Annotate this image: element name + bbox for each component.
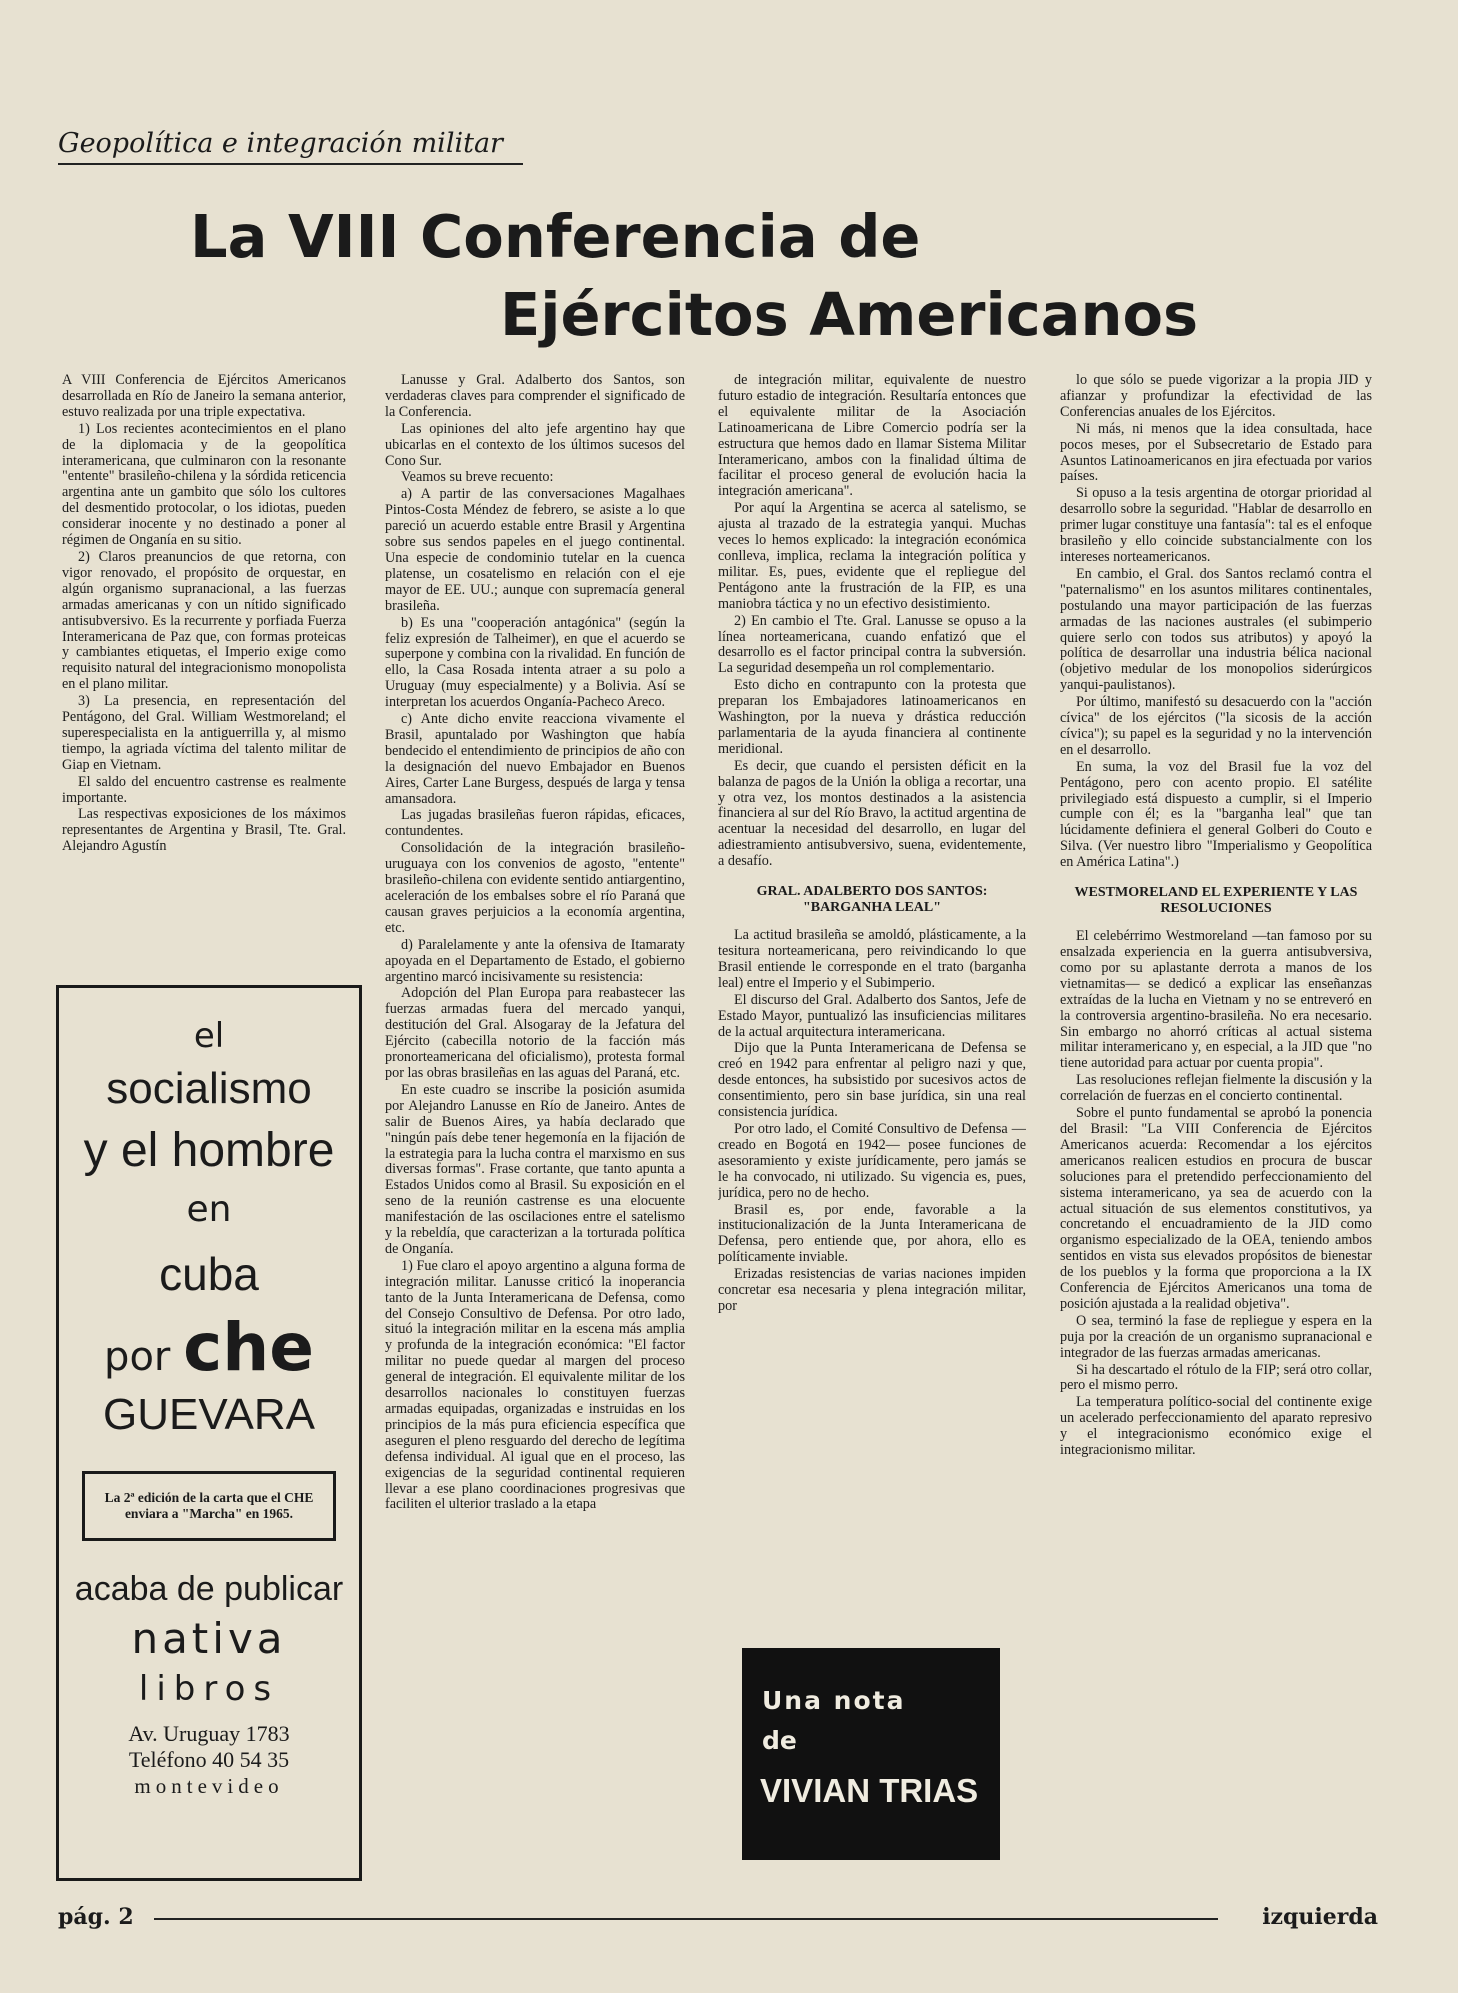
section-subheading: GRAL. ADALBERTO DOS SANTOS: "BARGANHA LEAL" xyxy=(756,884,988,916)
ad-word-por: por xyxy=(104,1334,171,1380)
article-paragraph: La temperatura político-social del continente exige un acelerado perfeccionamiento del aparato represivo y el integracionismo económico exige el integracionismo militar. xyxy=(1060,1394,1372,1459)
article-paragraph: A VIII Conferencia de Ejércitos Americanos desarrollada en Río de Janeiro la semana anterior, estuvo realizada por una triple expectativa. xyxy=(62,373,346,420)
ad-word-che: che xyxy=(183,1309,314,1386)
publisher-address: Av. Uruguay 1783 xyxy=(128,1721,290,1746)
article-paragraph: El saldo del encuentro castrense es realmente importante. xyxy=(62,773,346,806)
article-paragraph: O sea, terminó la fase de repliegue y espera en la puja por la creación de un organismo supranacional e integrador de las fuerzas armadas americanas. xyxy=(1060,1312,1372,1361)
article-paragraph: 2) En cambio el Tte. Gral. Lanusse se opuso a la línea norteamericana, cuando enfatizó que el desarrollo es el factor principal contra la subversión. La seguridad desempeña un rol complementario. xyxy=(718,612,1026,677)
article-paragraph: d) Paralelamente y ante la ofensiva de Itamaraty apoyada en el Departamento de Estado, el gobierno argentino marcó incisivamente su resistencia: xyxy=(385,936,685,985)
article-paragraph: En cambio, el Gral. dos Santos reclamó contra el "paternalismo" en los asuntos militares continentales, postulando una mayor participación de las fuerzas armadas de las naciones australes (el subimperio quiere serlo con todos sus atributos) y apoyó la política de desarrollar una industria bélica nacional (objetivo medular de los monopolios siderúrgicos yanqui-paulistanos). xyxy=(1060,565,1372,694)
article-paragraph: lo que sólo se puede vigorizar a la propia JID y afianzar y profundizar la efectividad de las Conferencias anuales de los Ejércitos. xyxy=(1060,373,1372,420)
ad-line-por-che xyxy=(59,1309,359,1387)
article-paragraph: Las jugadas brasileñas fueron rápidas, eficaces, contundentes. xyxy=(385,807,685,840)
article-paragraph: Las opiniones del alto jefe argentino hay que ubicarlas en el contexto de los últimos sucesos del Cono Sur. xyxy=(385,420,685,469)
page-number: pág. 2 xyxy=(58,1904,134,1930)
article-paragraph: Por último, manifestó su desacuerdo con la "acción cívica" de los ejércitos ("la sicosis de la acción cívica"); su papel es la seguridad y no la intervención en el desarrollo. xyxy=(1060,694,1372,758)
article-column-1 xyxy=(62,373,346,963)
article-paragraph: c) Ante dicho envite reacciona vivamente el Brasil, apuntalado por Washington que había bendecido el entendimiento de principios de año con la designación del nuevo Embajador en Buenos Aires, Carter Lane Burgess, después de larga y tensa amansadora. xyxy=(385,711,685,807)
article-column-3 xyxy=(718,373,1026,1643)
publisher-city: montevideo xyxy=(134,1774,284,1798)
article-headline xyxy=(130,198,1280,354)
ad-line-acaba: acaba de publicar xyxy=(74,1570,344,1608)
publisher-logo-nativa: nativa xyxy=(131,1614,287,1663)
footer-rule xyxy=(154,1918,1218,1920)
ad-line-en: en xyxy=(186,1189,232,1230)
article-paragraph: Consolidación de la integración brasileño-uruguaya con los convenios de agosto, "entente" brasileño-chilena con evidente sentido antiargentino, aceleración de los embalses sobre el río Paraná que causan graves perjuicios a la economía argentina, etc. xyxy=(385,840,685,936)
article-paragraph: Esto dicho en contrapunto con la protesta que preparan los Embajadores latinoamericanos en Washington, por la nueva y drástica reducción parlamentaria de la ayuda financiera al continente meridional. xyxy=(718,677,1026,757)
article-paragraph: 3) La presencia, en representación del Pentágono, del Gral. William Westmoreland; el superespecialista en la antiguerrilla y, al mismo tiempo, la agriada víctima del talento militar de Giap en Vietnam. xyxy=(62,693,346,773)
article-paragraph: Adopción del Plan Europa para reabastecer las fuerzas armadas fuera del mercado yanqui, destitución del Gral. Alsogaray de la Jefatura del Ejército (cabecilla notorio de la facción más pronorteamericana del oficialismo), protesta formal por las obras brasileñas en las aguas del Paraná, etc. xyxy=(385,985,685,1081)
article-paragraph: La actitud brasileña se amoldó, plásticamente, a la tesitura norteamericana, pero reivindicando lo que Brasil entiende le corresponde en el trato (barganha leal) entre el Imperio y el Subimperio. xyxy=(718,927,1026,991)
page-footer xyxy=(58,1904,1378,1934)
article-paragraph: b) Es una "cooperación antagónica" (según la feliz expresión de Talheimer), en que el acuerdo se superpone y combina con la rivalidad. En función de ello, la Casa Rosada intenta atraer a su polo a Uruguay (muy especialmente) y a Bolivia. Así se interpretan los acuerdos Onganía-Pacheco Areco. xyxy=(385,614,685,711)
article-paragraph: El discurso del Gral. Adalberto dos Santos, Jefe de Estado Mayor, puntualizó las insuficiencias militares de la actual arquitectura interamericana. xyxy=(718,991,1026,1040)
article-paragraph: El celebérrimo Westmoreland —tan famoso por su ensalzada experiencia en la guerra antisubversiva, como por su aplastante derrota a manos de los vietnamitas— se dedicó a explicar las enseñanzas extraídas de la lucha en Vietnam y no se entreveró en la controversia argentino-brasileña. No era necesario. Sin embargo no ahorró críticas al actual sistema militar interamericano y, en especial, a la JID que "no tiene autoridad para actuar por cuenta propia". xyxy=(1060,928,1372,1072)
headline-line-1: La VIII Conferencia de xyxy=(190,202,921,271)
ad-line-socialismo: socialismo xyxy=(106,1064,312,1113)
section-subheading: WESTMORELAND EL EXPERIENTE Y LAS RESOLUCIONES xyxy=(1074,885,1358,917)
article-paragraph: Erizadas resistencias de varias naciones impiden concretar esa necesaria y plena integración militar, por xyxy=(718,1266,1026,1314)
headline-line-2: Ejércitos Americanos xyxy=(500,280,1199,349)
article-paragraph: Dijo que la Punta Interamericana de Defensa se creó en 1942 para enfrentar al peligro nazi y que, desde entonces, ha subsistido por sucesivos actos de consentimiento, pero sin base jurídica, sin una real consistencia jurídica. xyxy=(718,1040,1026,1121)
article-paragraph: Por otro lado, el Comité Consultivo de Defensa —creado en Bogotá en 1942— posee funciones de asesoramiento y existe jurídicamente, pero jamás se le ha convocado, ni utilizado. Su vigencia es, pues, jurídica, pero no de hecho. xyxy=(718,1120,1026,1201)
article-paragraph: 2) Claros preanuncios de que retorna, con vigor renovado, el propósito de orquestar, en algún organismo supranacional, a las fuerzas armadas americanas y con un nítido significado antisubversivo. Es la recurrente y porfiada Fuerza Interamericana de Paz que, con formas proteicas y cambiantes etiquetas, el Imperio exige como requisito natural del integracionismo monopolista en el plano militar. xyxy=(62,548,346,693)
promo-author: VIVIAN TRIAS xyxy=(760,1772,979,1809)
article-paragraph: Las resoluciones reflejan fielmente la discusión y la correlación de fuerzas en el concierto continental. xyxy=(1060,1072,1372,1105)
article-paragraph: Lanusse y Gral. Adalberto dos Santos, son verdaderas claves para comprender el significado de la Conferencia. xyxy=(385,373,685,420)
article-paragraph: Sobre el punto fundamental se aprobó la ponencia del Brasil: "La VIII Conferencia de Ejércitos Americanos acuerda: Recomendar a los ejércitos americanos realicen estudios en procura de buscar soluciones para el pretendido perfeccionamiento del sistema interamericano, ya sea de acuerdo con la actual situación de sus elementos constitutivos, ya concretando el encuadramiento de la JID como organismo especializado de la OEA, teniendo ambos sentidos en vista sus elevados propósitos de bienestar de los pueblos y la forma que proporciona a la IX Conferencia de Ejércitos Americanos una toma de posición ajustada a la realidad objetiva". xyxy=(1060,1105,1372,1312)
article-paragraph: 1) Fue claro el apoyo argentino a alguna forma de integración militar. Lanusse criticó la inoperancia tanto de la Junta Interamericana de Defensa, como del Consejo Consultivo de Defensa. Por otro lado, situó la integración militar en la escena más amplia y profunda de la integración económica: "El factor militar no puede quedar al margen del proceso general de integración. El equivalente militar de los desarrollos nacionales lo constituyen fuerzas armadas equipadas, organizadas e instruidas en los principios de la más pura eficiencia específica que aseguren el pleno resguardo del derecho de legítima defensa individual. Al igual que en el proceso, las exigencias de la seguridad continental requieren llevar a ese plano coordinaciones progresivas que faciliten el ulterior traslado a la etapa xyxy=(385,1257,685,1513)
article-paragraph: Veamos su breve recuento: xyxy=(401,469,554,486)
article-paragraph: Si ha descartado el rótulo de la FIP; será otro collar, pero el mismo perro. xyxy=(1060,1361,1372,1394)
article-column-4 xyxy=(1060,373,1372,1891)
promo-line-2: de xyxy=(762,1726,797,1755)
article-paragraph: a) A partir de las conversaciones Magalhaes Pintos-Costa Méndez de febrero, se asiste a lo que pareció un acuerdo estable entre Brasil y Argentina sobre sus sendos papeles en el juego continental. Una especie de condominio tutelar en la cuenca platense, un cosatelismo en relación con el eje mayor de EE. UU.; aunque con supremacía general brasileña. xyxy=(385,486,685,614)
article-column-2 xyxy=(385,373,685,1891)
publisher-phone: Teléfono 40 54 35 xyxy=(128,1747,290,1772)
article-paragraph: Es decir, que cuando el persisten déficit en la balanza de pagos de la Unión la obliga a recortar, una y otra vez, los montos destinados a la asistencia financiera al sur del Río Bravo, la actitud argentina de acentuar la necesidad del desarrollo, en lugar del adiestramiento antisubversivo, suena, evidentemente, a desafío. xyxy=(718,757,1026,870)
article-paragraph: Las respectivas exposiciones de los máximos representantes de Argentina y Brasil, Tte. Gral. Alejandro Agustín xyxy=(62,806,346,855)
ad-edition-box: La 2ª edición de la carta que el CHE enviara a "Marcha" en 1965. xyxy=(82,1471,336,1541)
author-promo-box xyxy=(742,1648,1000,1860)
magazine-name: izquierda xyxy=(1262,1904,1378,1930)
article-paragraph: Brasil es, por ende, favorable a la institucionalización de la Junta Interamericana de Defensa, pero entiende que, por ahora, ello es políticamente inviable. xyxy=(718,1201,1026,1266)
ad-line-cuba: cuba xyxy=(159,1248,259,1300)
book-advertisement xyxy=(56,985,362,1881)
ad-line-y-el-hombre: y el hombre xyxy=(83,1124,335,1177)
article-paragraph: de integración militar, equivalente de nuestro futuro estadio de integración. Resultaría entonces que el equivalente militar de la Asociación Latinoamericana de Libre Comercio podría ser la estructura que hemos dado en llamar Sistema Militar Interamericano, ambos con la finalidad última de facilitar el proceso general de evolución hacia la integración americana". xyxy=(718,373,1026,500)
article-paragraph: En suma, la voz del Brasil fue la voz del Pentágono, pero con acento propio. El satélite privilegiado está dispuesto a cumplir, si el Imperio cumple con él; es la "barganha leal" que tan lúcidamente definiera el general Golberi do Couto e Silva. (Ver nuestro libro "Imperialismo y Geopolítica en América Latina".) xyxy=(1060,758,1372,871)
ad-line-guevara: GUEVARA xyxy=(103,1390,315,1439)
publisher-libros: libros xyxy=(138,1669,280,1709)
ad-line-el: el xyxy=(193,1016,225,1056)
article-paragraph: Si opuso a la tesis argentina de otorgar prioridad al desarrollo sobre la seguridad. "Hablar de desarrollo en primer lugar constituye una fantasía": tal es el enfoque brasileño y ello coincide substancialmente con los intereses norteamericanos. xyxy=(1060,485,1372,565)
article-paragraph: 1) Los recientes acontecimientos en el plano de la diplomacia y de la geopolítica interamericana, que culminaron con la resonante "entente" brasileño-chilena y la sórdida reticencia argentina ante un gambito que sólo los cultores del desmentido protocolar, o los idiotas, pueden considerar inocente y no destinado a poner al régimen de Onganía en su sitio. xyxy=(62,420,346,549)
article-paragraph: En este cuadro se inscribe la posición asumida por Alejandro Lanusse en Río de Janeiro. Antes de salir de Buenos Aires, ya había declarado que "ningún país debe tener hegemonía en la fijación de la estrategia para la lucha contra el marxismo en sus diversas formas". Frase cortante, que tanto apunta a Estados Unidos como al Brasil. Su exposición en el seno de la reunión castrense es una elocuente manifestación de las oscilaciones entre el satelismo y la rebeldía, que caracterizan a la torturada política de Onganía. xyxy=(385,1081,685,1257)
promo-line-1: Una nota xyxy=(762,1686,906,1715)
article-paragraph: Por aquí la Argentina se acerca al satelismo, se ajusta al trazado de la estrategia yanqui. Muchas veces lo hemos explicado: la integración económica conlleva, implica, reclama la integración política y militar. Es, pues, evidente que el repliegue del Pentágono ante la frustración de la FIP, es una maniobra táctica y no un efectivo desistimiento. xyxy=(718,500,1026,612)
section-kicker: Geopolítica e integración militar xyxy=(58,128,523,165)
article-paragraph: Ni más, ni menos que la idea consultada, hace pocos meses, por el Subsecretario de Estado para Asuntos Latinoamericanos en jira efectuada por varios países. xyxy=(1060,420,1372,485)
